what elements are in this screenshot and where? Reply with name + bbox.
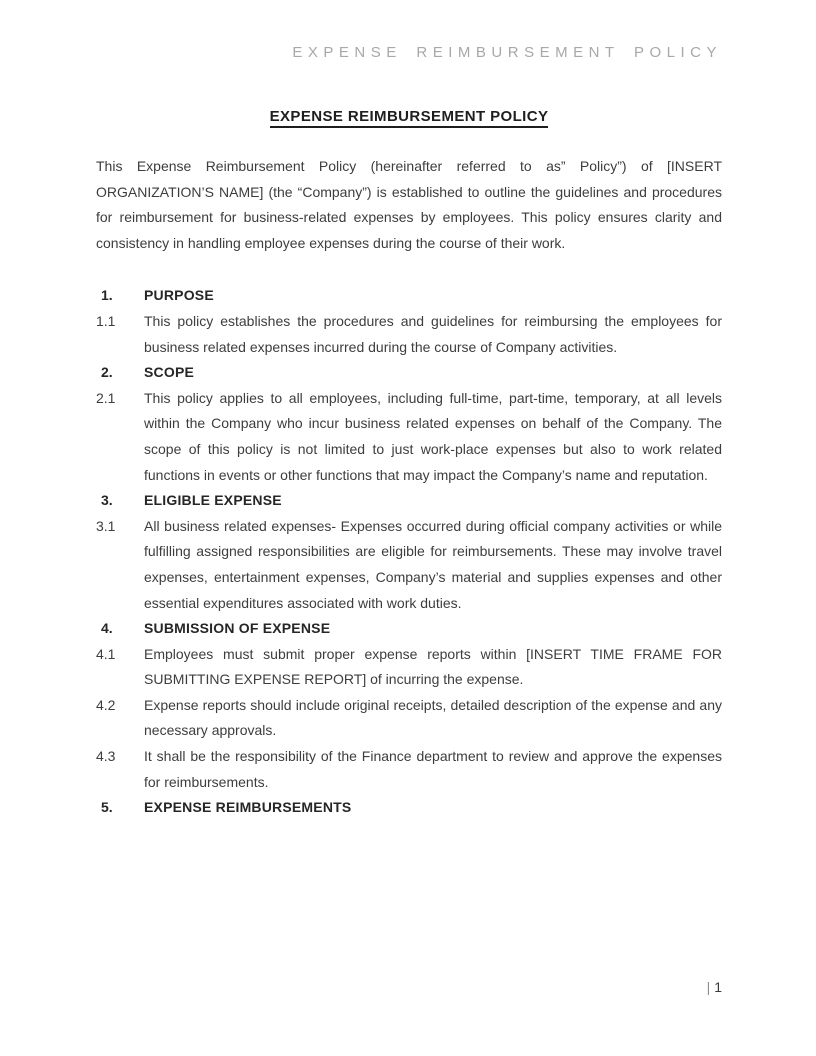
- clause-4-2: [96, 693, 722, 744]
- running-header: EXPENSE REIMBURSEMENT POLICY: [292, 44, 722, 61]
- section-number: 3.: [101, 492, 113, 509]
- clause-number: 1.1: [96, 312, 116, 329]
- section-number: 5.: [101, 799, 113, 816]
- document-title: [96, 108, 722, 125]
- policy-sections: [96, 283, 722, 820]
- clause-text: It shall be the responsibility of the Finance department to review and approve the expenses for reimbursements.: [144, 748, 722, 790]
- clause-4-1: [96, 642, 722, 693]
- clause-number: 2.1: [96, 389, 116, 406]
- clause-text: Expense reports should include original receipts, detailed description of the expense and any necessary approvals.: [144, 696, 722, 739]
- section-title: ELIGIBLE EXPENSE: [144, 492, 282, 509]
- section-heading-purpose: [96, 283, 722, 309]
- section-number: 4.: [101, 620, 113, 637]
- clause-text: Employees must submit proper expense reports within [INSERT TIME FRAME FOR SUBMITTING EXPENSE REPORT] of incurring the expense.: [144, 645, 722, 688]
- page-number: 1: [714, 979, 722, 995]
- clause-3-1: [96, 514, 722, 616]
- section-number: 1.: [101, 287, 113, 304]
- footer-separator: |: [706, 979, 711, 995]
- section-heading-scope: [96, 360, 722, 386]
- section-heading-submission-of-expense: [96, 616, 722, 642]
- clause-number: 4.1: [96, 645, 116, 662]
- clause-1-1: [96, 309, 722, 360]
- section-number: 2.: [101, 364, 113, 381]
- section-title: SUBMISSION OF EXPENSE: [144, 620, 331, 637]
- clause-2-1: [96, 386, 722, 488]
- clause-number: 4.2: [96, 696, 116, 713]
- clause-number: 3.1: [96, 517, 116, 534]
- clause-text: This policy applies to all employees, including full-time, part-time, temporary, at all levels within the Company who incur business related expenses on behalf of the Company. The scope of this policy is not limited to just work-place expenses but also to work related functions in events or other functions that may impact the Company’s name and reputation.: [144, 389, 722, 483]
- section-heading-expense-reimbursements: [96, 795, 722, 821]
- clause-text: All business related expenses- Expenses occurred during official company activities or while fulfilling assigned responsibilities are eligible for reimbursements. These may involve travel expenses, entertainment expenses, Company’s material and supplies expenses and other essential expenditures associated with work duties.: [144, 517, 722, 611]
- page-footer: [707, 979, 722, 995]
- section-heading-eligible-expense: [96, 488, 722, 514]
- section-title: SCOPE: [144, 364, 195, 381]
- section-title: PURPOSE: [144, 287, 214, 304]
- section-title: EXPENSE REIMBURSEMENTS: [144, 799, 352, 816]
- intro-paragraph: This Expense Reimbursement Policy (hereinafter referred to as” Policy”) of [INSERT ORGANIZATION’S NAME] (the “Company”) is established to outline the guidelines and procedures for reimbursement for business-related expenses by employees. This policy ensures clarity and consistency in handling employee expenses during the course of their work.: [96, 158, 722, 251]
- clause-4-3: [96, 744, 722, 795]
- document-title-text: EXPENSE REIMBURSEMENT POLICY: [270, 108, 549, 128]
- clause-number: 4.3: [96, 748, 116, 765]
- clause-text: This policy establishes the procedures and guidelines for reimbursing the employees for business related expenses incurred during the course of Company activities.: [144, 312, 722, 355]
